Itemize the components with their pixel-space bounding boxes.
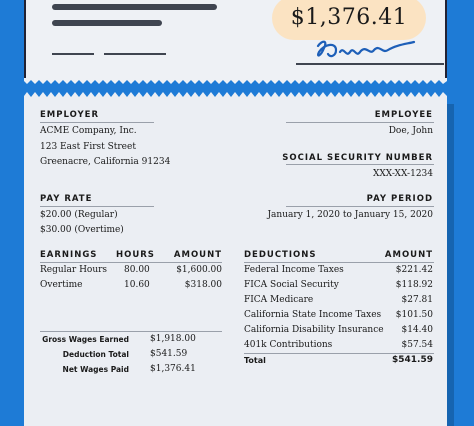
employer-city: Greenacre, California 91234 [40, 157, 171, 167]
ssn-rule [286, 164, 434, 165]
employer-label: EMPLOYER [40, 110, 100, 120]
deduction-row-name: California Disability Insurance [244, 325, 384, 335]
deductions-header: DEDUCTIONS [244, 250, 317, 260]
deduction-row-amount: $14.40 [401, 325, 433, 335]
check-amount: $1,376.41 [290, 5, 408, 30]
ssn-label: SOCIAL SECURITY NUMBER [282, 153, 433, 163]
check [24, 0, 447, 80]
earnings-row-name: Overtime [40, 280, 83, 290]
deductions-total-rule [244, 353, 434, 354]
earnings-header: EARNINGS [40, 250, 98, 260]
deduction-row-amount: $57.54 [401, 340, 433, 350]
earnings-row-hours: 10.60 [124, 280, 150, 290]
deductions-amount-header: AMOUNT [384, 250, 433, 260]
deduction-total-value: $541.59 [150, 349, 188, 359]
deduction-row-name: Federal Income Taxes [244, 265, 344, 275]
gross-wages-label: Gross Wages Earned [42, 335, 129, 344]
employee-rule [286, 122, 434, 123]
earnings-rule [40, 262, 222, 263]
deduction-row-name: FICA Medicare [244, 295, 314, 305]
check-torn-edge [24, 78, 447, 84]
gross-wages-value: $1,918.00 [150, 334, 196, 344]
deduction-row-name: FICA Social Security [244, 280, 339, 290]
check-line-2 [104, 53, 166, 55]
signature-icon [310, 34, 420, 64]
ssn-value: XXX-XX-1234 [372, 169, 433, 179]
pay-rate-regular: $20.00 (Regular) [40, 210, 118, 220]
hours-header: HOURS [116, 250, 155, 260]
pay-stub [24, 98, 447, 426]
employee-label: EMPLOYEE [374, 110, 433, 120]
deduction-row-name: California State Income Taxes [244, 310, 382, 320]
check-redacted-line-1 [52, 4, 217, 10]
pay-rate-overtime: $30.00 (Overtime) [40, 225, 124, 235]
earnings-row-hours: 80.00 [124, 265, 150, 275]
deduction-row-amount: $101.50 [395, 310, 433, 320]
earnings-row-name: Regular Hours [40, 265, 108, 275]
earnings-row-amount: $318.00 [184, 280, 222, 290]
deduction-row-name: 401k Contributions [244, 340, 333, 350]
pay-period-value: January 1, 2020 to January 15, 2020 [267, 210, 433, 220]
deduction-row-amount: $118.92 [395, 280, 433, 290]
employer-street: 123 East First Street [40, 142, 136, 152]
earnings-amount-header: AMOUNT [173, 250, 222, 260]
deductions-total-label: Total [244, 356, 266, 365]
deduction-row-amount: $27.81 [401, 295, 433, 305]
summary-rule [40, 331, 222, 332]
employer-name: ACME Company, Inc. [40, 126, 137, 136]
check-line-1 [52, 53, 94, 55]
net-wages-value: $1,376.41 [150, 364, 196, 374]
employee-name: Doe, John [388, 126, 433, 136]
deduction-row-amount: $221.42 [395, 265, 433, 275]
deductions-rule [244, 262, 434, 263]
deduction-total-label: Deduction Total [62, 350, 129, 359]
check-redacted-line-2 [52, 20, 162, 26]
pay-period-label: PAY PERIOD [366, 194, 433, 204]
pay-rate-label: PAY RATE [40, 194, 93, 204]
net-wages-label: Net Wages Paid [62, 365, 129, 374]
deductions-total-value: $541.59 [392, 355, 433, 365]
employer-rule [40, 122, 154, 123]
earnings-row-amount: $1,600.00 [176, 265, 222, 275]
pay-rate-rule [40, 206, 154, 207]
pay-period-rule [286, 206, 434, 207]
